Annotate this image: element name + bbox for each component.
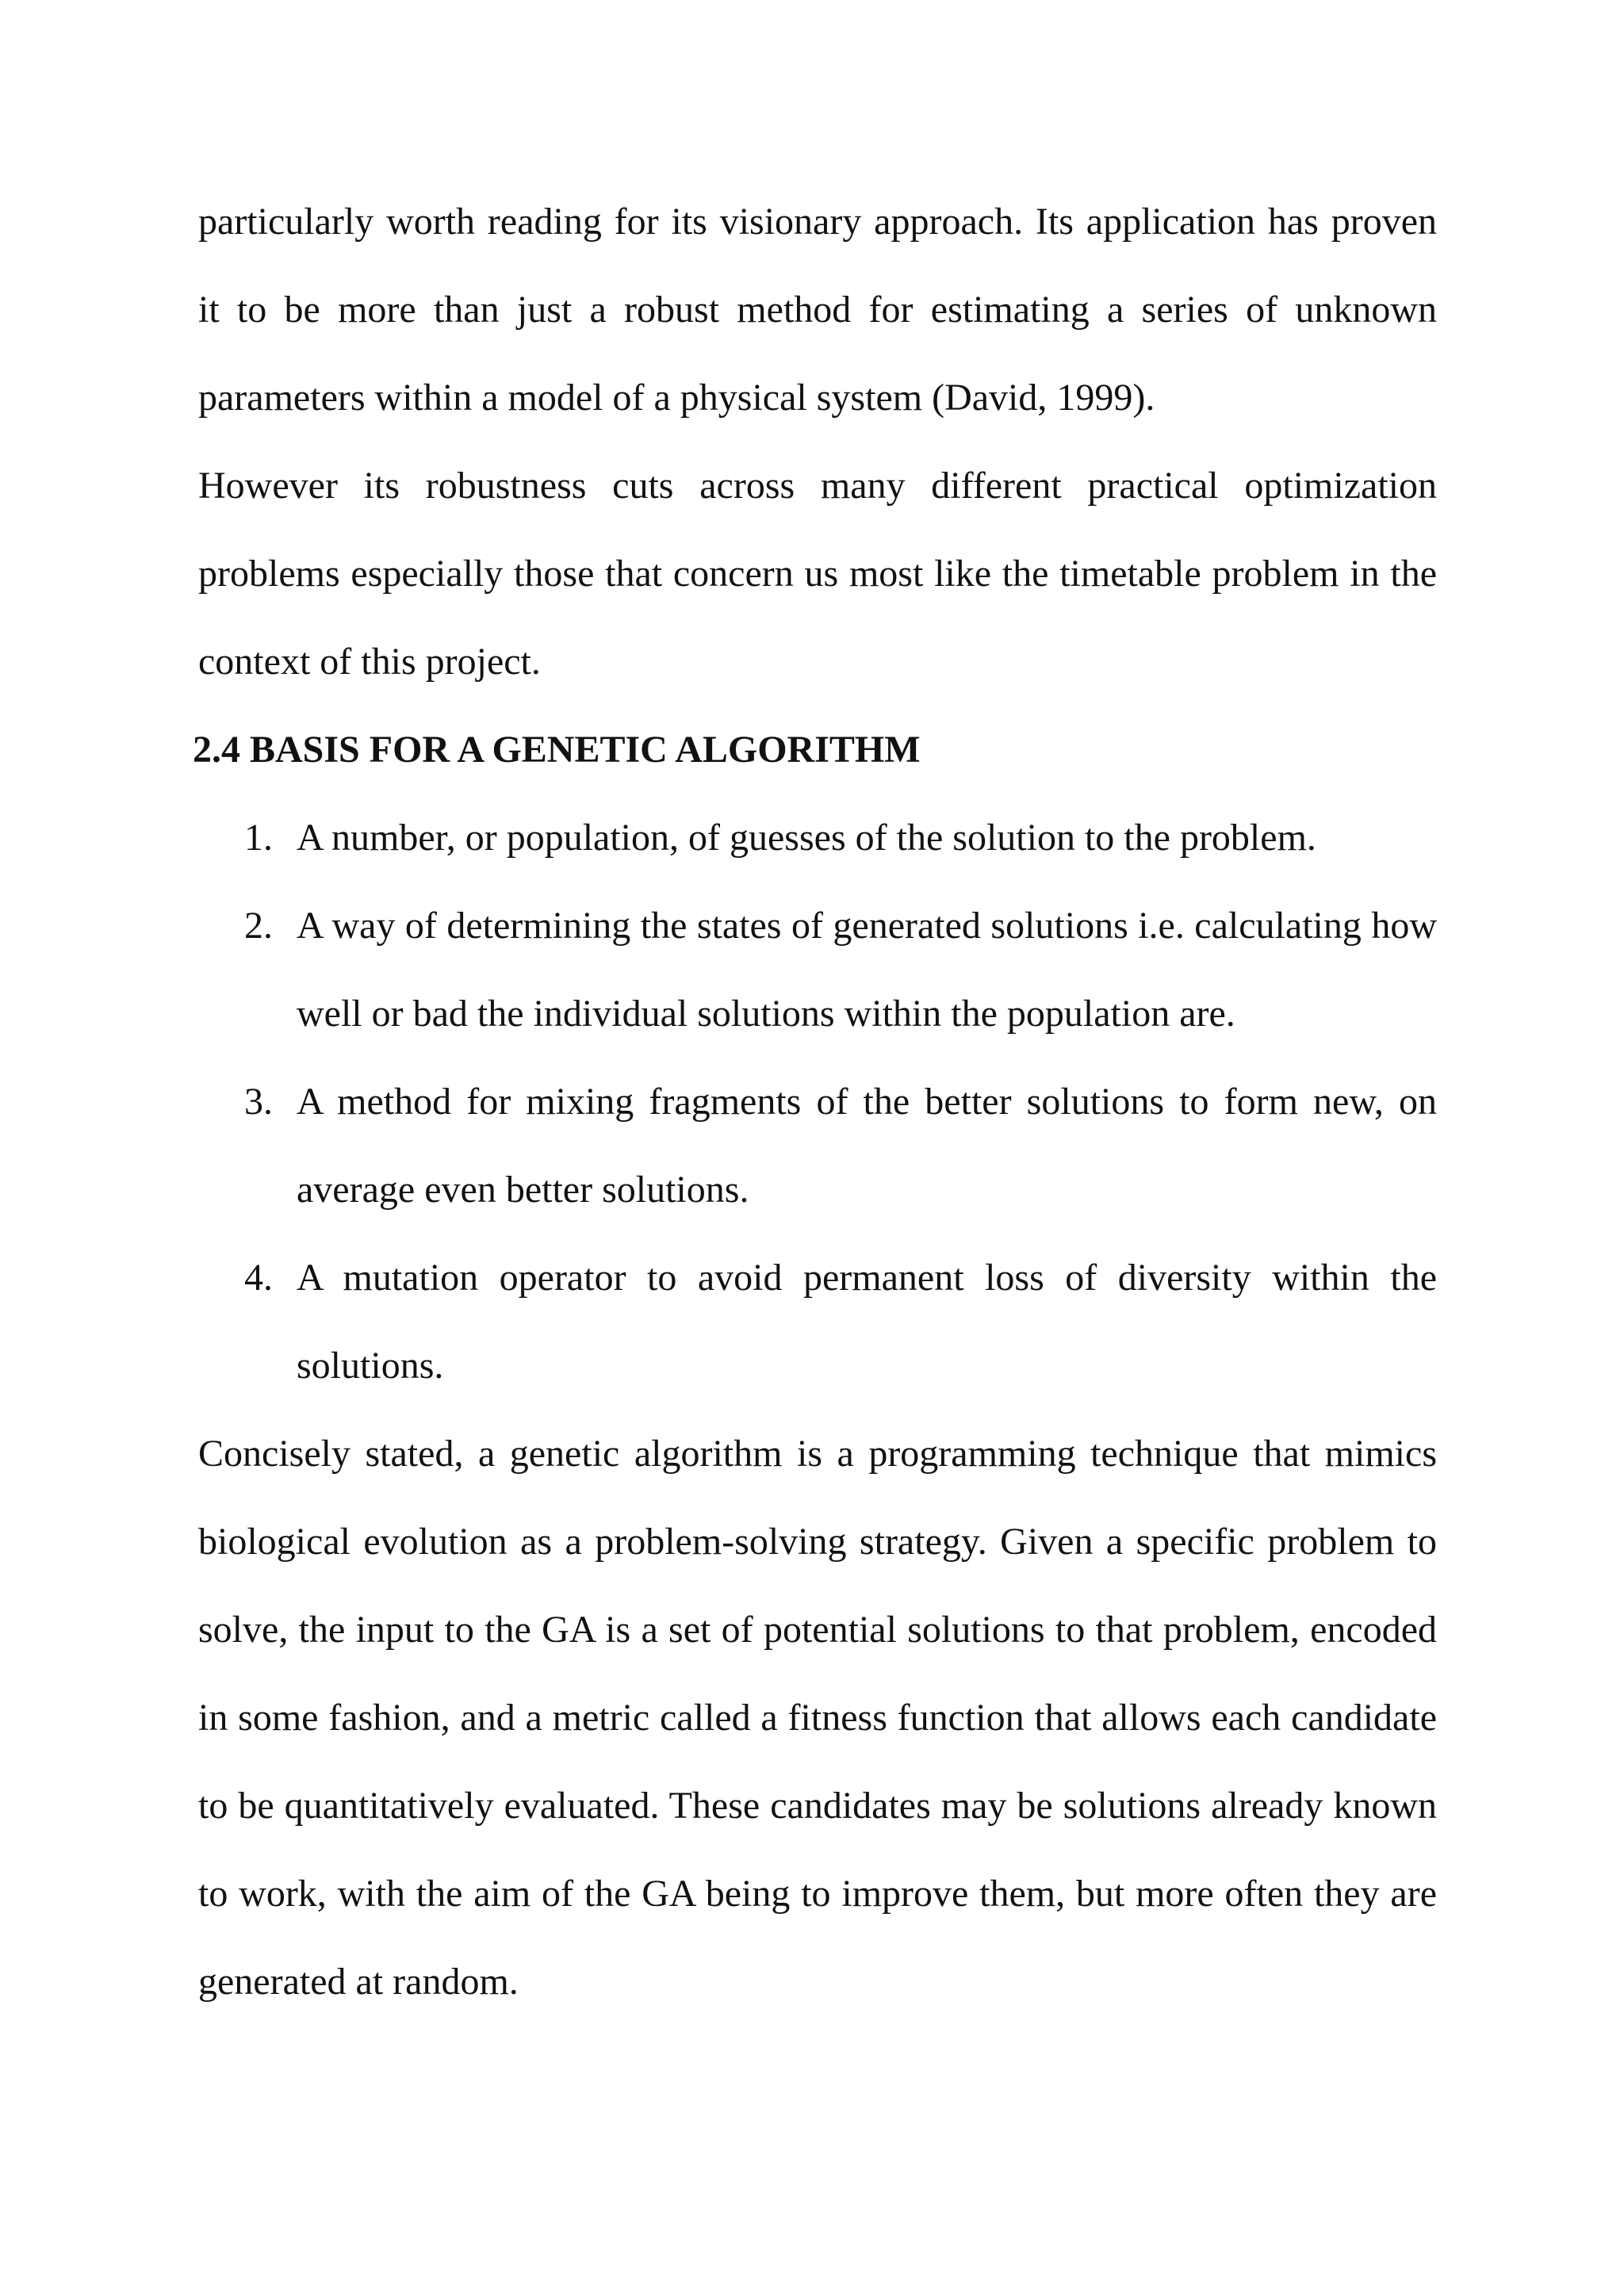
list-item-number: 2. (244, 905, 273, 947)
para3-line-5: to be quantitatively evaluated. These candidates may be solutions already known (198, 1785, 1437, 1827)
list-item-number: 4. (244, 1257, 273, 1299)
list-item-text: A number, or population, of guesses of the solution to the problem. (297, 817, 1316, 859)
list-item-text-continued: well or bad the individual solutions within the population are. (297, 993, 1235, 1035)
intro-line-2: it to be more than just a robust method for estimating a series of unknown (198, 289, 1437, 331)
list-item-number: 1. (244, 817, 273, 859)
list-item-text: A way of determining the states of generated solutions i.e. calculating how (297, 905, 1437, 947)
para3-line-2: biological evolution as a problem-solving strategy. Given a specific problem to (198, 1521, 1437, 1563)
para3-line-6: to work, with the aim of the GA being to improve them, but more often they are (198, 1873, 1437, 1915)
intro-line-1: particularly worth reading for its visionary approach. Its application has proven (198, 201, 1437, 243)
list-item-text: A mutation operator to avoid permanent loss of diversity within the (297, 1257, 1437, 1299)
intro-line-3: parameters within a model of a physical system (David, 1999). (198, 377, 1155, 419)
para3-line-3: solve, the input to the GA is a set of potential solutions to that problem, encoded (198, 1609, 1437, 1651)
list-item-text-continued: average even better solutions. (297, 1169, 749, 1211)
para3-line-1: Concisely stated, a genetic algorithm is a programming technique that mimics (198, 1433, 1437, 1475)
para3-line-7: generated at random. (198, 1961, 519, 2003)
list-item-text: A method for mixing fragments of the better solutions to form new, on (297, 1081, 1437, 1123)
list-item-text-continued: solutions. (297, 1345, 444, 1387)
para2-line-2: problems especially those that concern us most like the timetable problem in the (198, 553, 1437, 595)
para3-line-4: in some fashion, and a metric called a fitness function that allows each candidate (198, 1697, 1437, 1739)
para2-line-3: context of this project. (198, 641, 541, 683)
section-heading: 2.4 BASIS FOR A GENETIC ALGORITHM (193, 729, 921, 771)
para2-line-1: However its robustness cuts across many different practical optimization (198, 465, 1437, 507)
list-item-number: 3. (244, 1081, 273, 1123)
